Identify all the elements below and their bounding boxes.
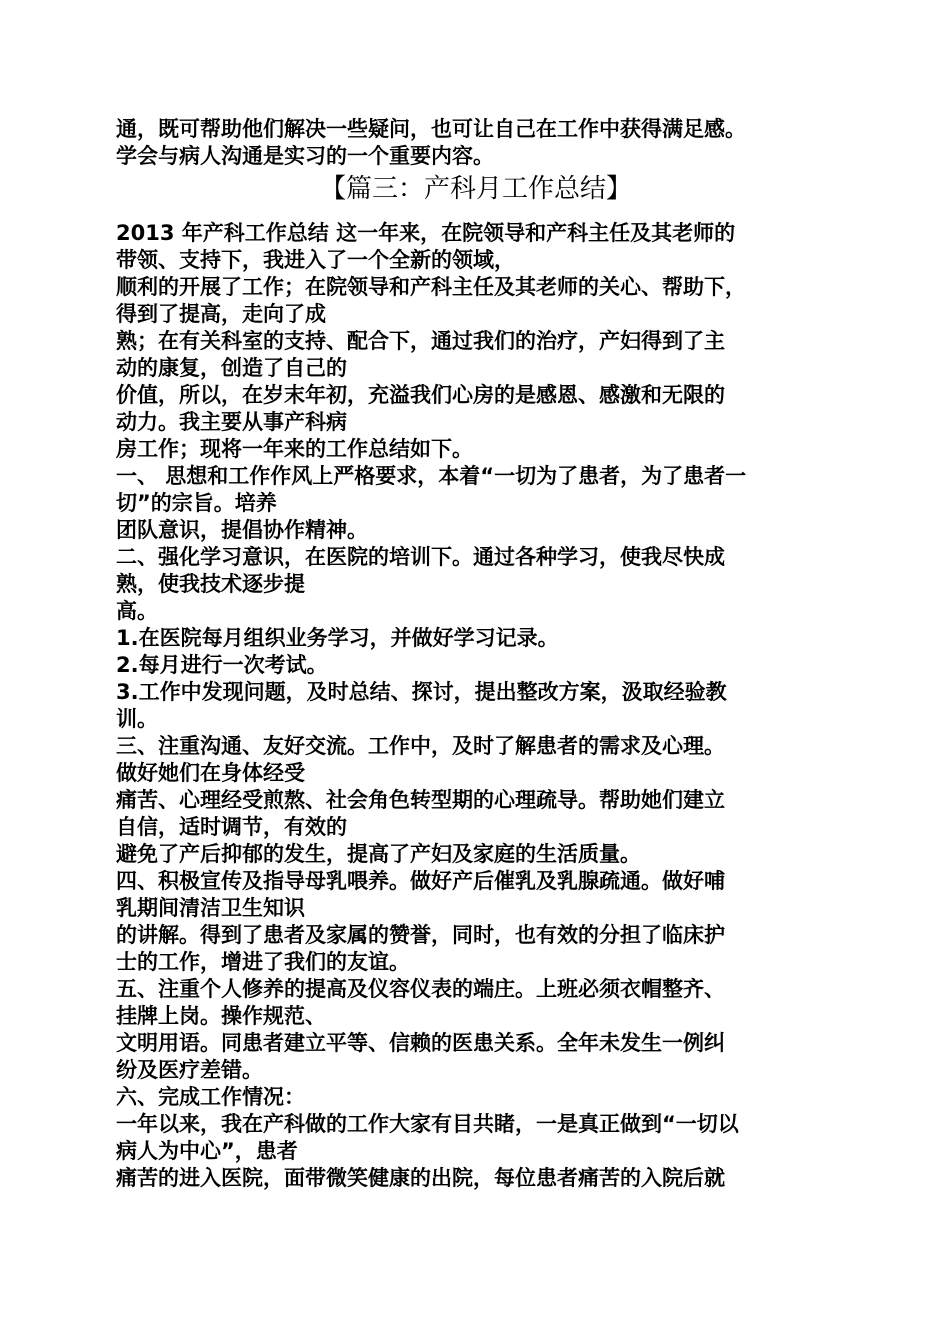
body-text [116, 220, 836, 1192]
body-line: 做好她们在身体经受 [116, 761, 305, 785]
document-body [116, 116, 836, 1192]
body-line: 三、注重沟通、友好交流。工作中，及时了解患者的需求及心理。 [116, 734, 725, 758]
body-line: 训。 [116, 707, 158, 731]
body-line: 熟，使我技术逐步提 [116, 572, 305, 596]
body-line: 挂牌上岗。操作规范、 [116, 1004, 326, 1028]
body-line: 熟；在有关科室的支持、配合下，通过我们的治疗，产妇得到了主 [116, 329, 725, 353]
body-line: 乳期间清洁卫生知识 [116, 896, 305, 920]
body-line: 五、注重个人修养的提高及仪容仪表的端庄。上班必须衣帽整齐、 [116, 977, 725, 1001]
body-line: 动的康复，创造了自己的 [116, 356, 347, 380]
body-line: 动力。我主要从事产科病 [116, 410, 347, 434]
body-line: 避免了产后抑郁的发生，提高了产妇及家庭的生活质量。 [116, 842, 641, 866]
body-line: 一、 思想和工作作风上严格要求，本着“一切为了患者，为了患者一 [116, 464, 747, 488]
body-line: 得到了提高，走向了成 [116, 302, 326, 326]
body-line: 痛苦的进入医院，面带微笑健康的出院，每位患者痛苦的入院后就 [116, 1166, 725, 1190]
body-line: 士的工作，增进了我们的友谊。 [116, 950, 410, 974]
body-line: 顺利的开展了工作；在院领导和产科主任及其老师的关心、帮助下， [116, 275, 746, 299]
body-line: 切”的宗旨。培养 [116, 491, 277, 515]
intro-line: 学会与病人沟通是实习的一个重要内容。 [116, 144, 494, 168]
intro-line: 通，既可帮助他们解决一些疑问，也可让自己在工作中获得满足感。 [116, 117, 746, 141]
section-heading: 【篇三：产科月工作总结】 [319, 174, 632, 204]
body-line: 价值，所以，在岁末年初，充溢我们心房的是感恩、感激和无限的 [116, 383, 725, 407]
body-line: 的讲解。得到了患者及家属的赞誉，同时，也有效的分担了临床护 [116, 923, 725, 947]
body-line: 带领、支持下，我进入了一个全新的领域， [116, 248, 515, 272]
body-line: 文明用语。同患者建立平等、信赖的医患关系。全年未发生一例纠 [116, 1031, 725, 1055]
body-line: 纷及医疗差错。 [116, 1058, 263, 1082]
body-line: 一年以来，我在产科做的工作大家有目共睹，一是真正做到“一切以 [116, 1112, 739, 1136]
body-line: 团队意识，提倡协作精神。 [116, 518, 368, 542]
body-line: 3.工作中发现问题，及时总结、探讨，提出整改方案，汲取经验教 [116, 680, 727, 704]
body-line: 二、强化学习意识，在医院的培训下。通过各种学习，使我尽快成 [116, 545, 725, 569]
body-line: 房工作；现将一年来的工作总结如下。 [116, 437, 473, 461]
body-line: 高。 [116, 599, 158, 623]
body-line: 自信，适时调节，有效的 [116, 815, 347, 839]
body-line: 2.每月进行一次考试。 [116, 653, 328, 677]
body-line: 四、积极宣传及指导母乳喂养。做好产后催乳及乳腺疏通。做好哺 [116, 869, 725, 893]
body-line: 六、完成工作情况： [116, 1085, 305, 1109]
body-line: 2013 年产科工作总结 这一年来，在院领导和产科主任及其老师的 [116, 221, 736, 245]
body-line: 病人为中心”，患者 [116, 1139, 298, 1163]
body-line: 1.在医院每月组织业务学习，并做好学习记录。 [116, 626, 559, 650]
body-line: 痛苦、心理经受煎熬、社会角色转型期的心理疏导。帮助她们建立 [116, 788, 725, 812]
